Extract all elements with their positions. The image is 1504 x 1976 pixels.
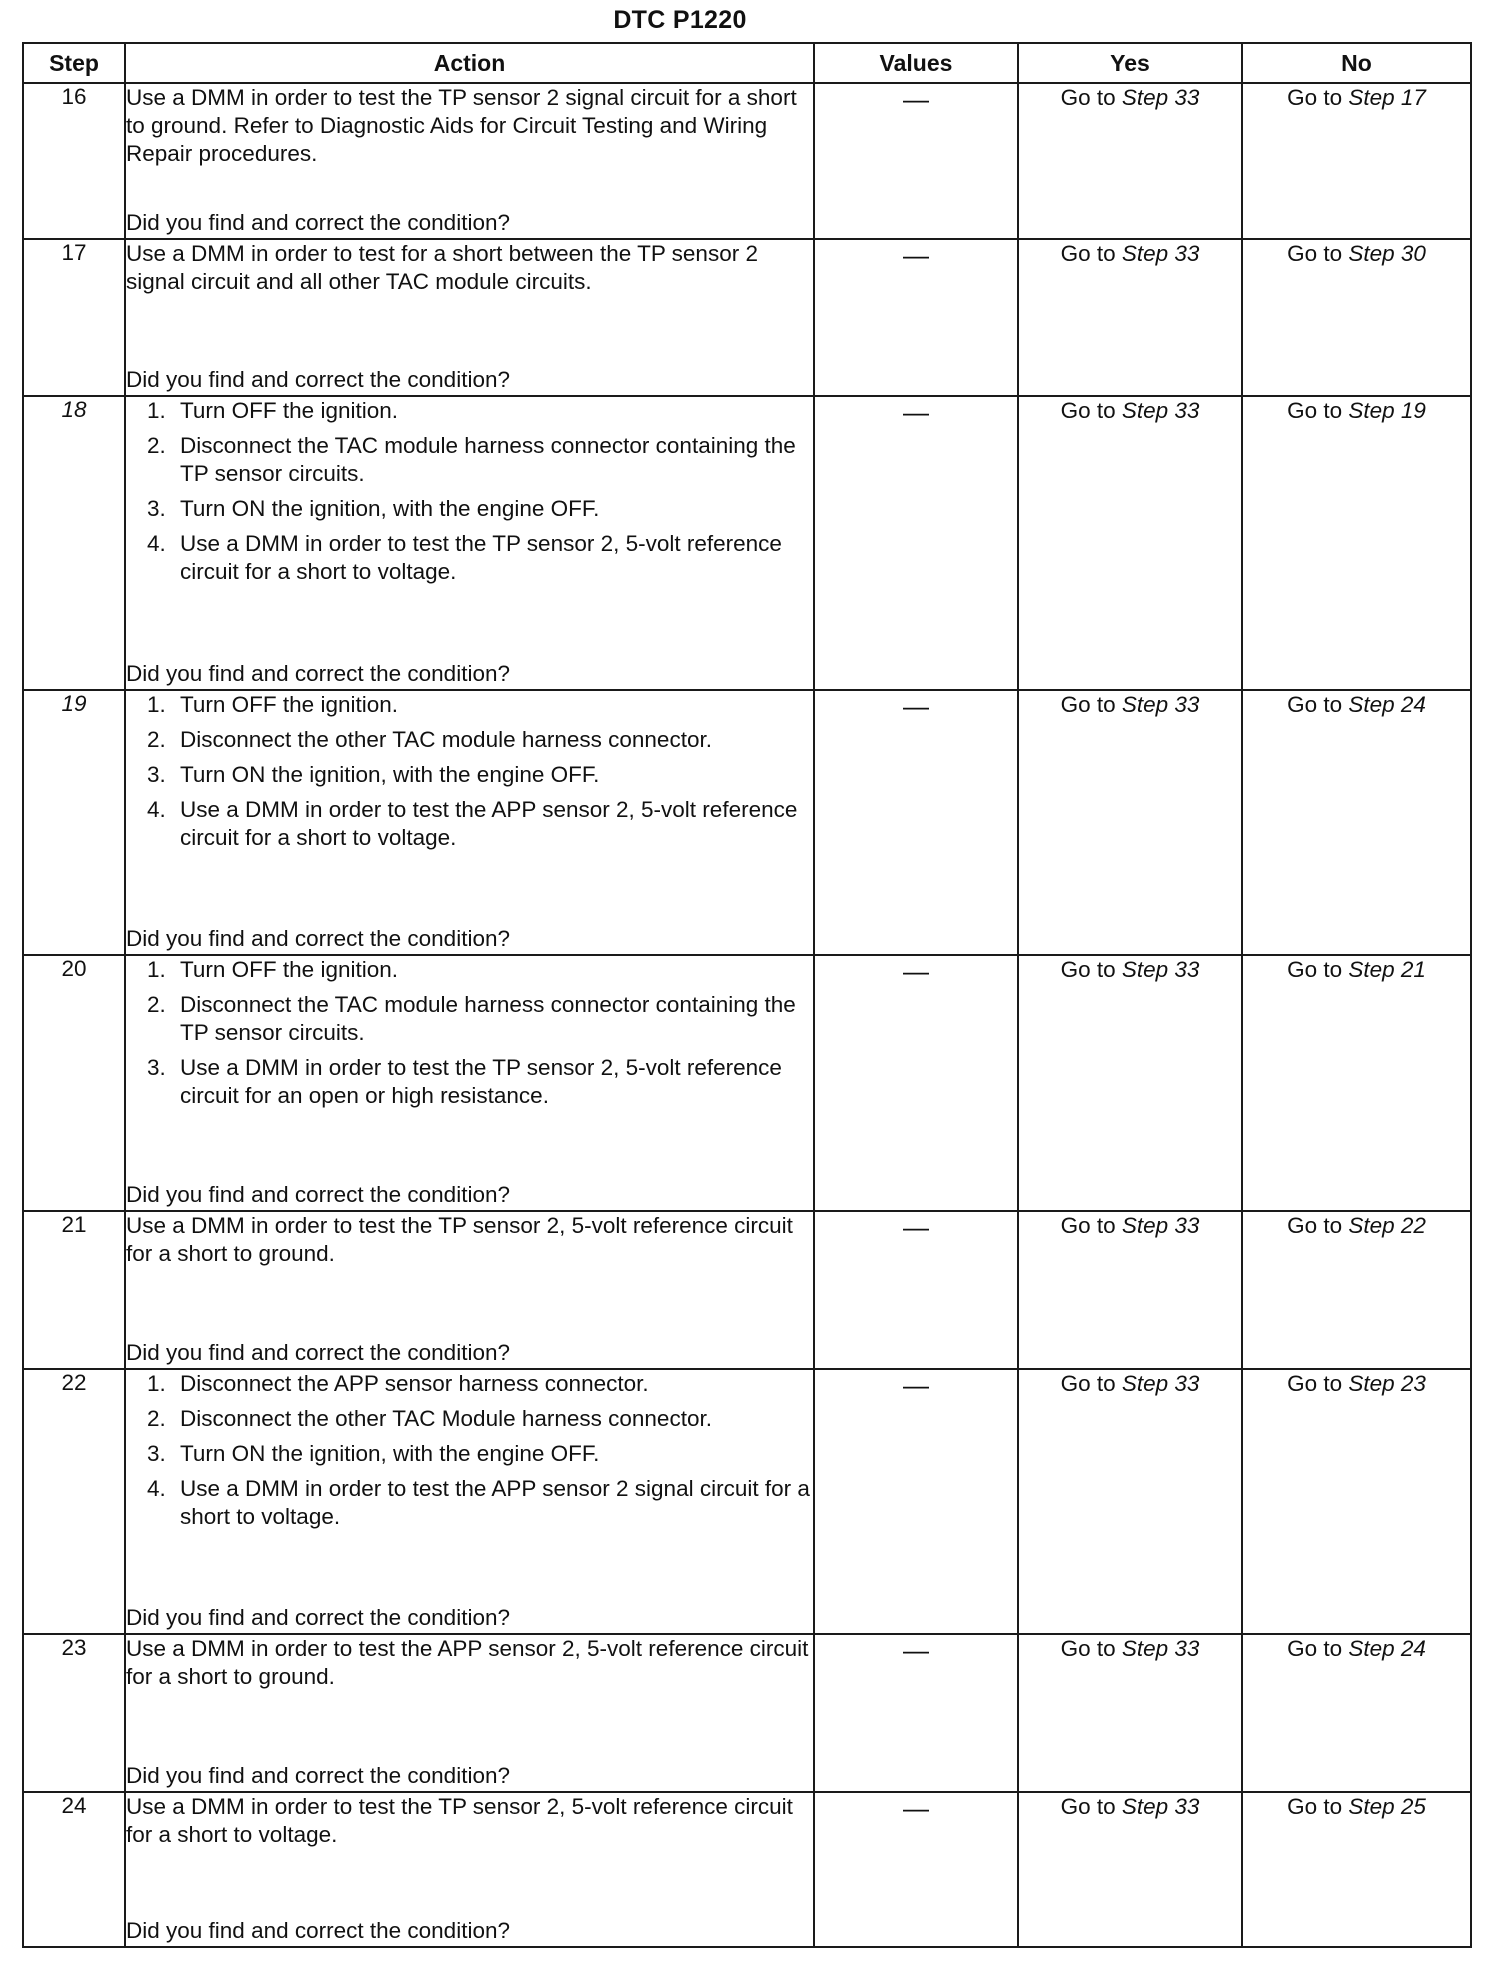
- action-instruction: Use a DMM in order to test the TP sensor 2 signal circuit for a short to ground. Refer to Diagnostic Aids for Circuit Testing and Wiring Repair procedures.: [126, 85, 803, 166]
- action-question: Did you find and correct the condition?: [126, 926, 510, 951]
- step-number: 20: [23, 955, 125, 1211]
- action-question: Did you find and correct the condition?: [126, 1918, 510, 1943]
- go-to-prefix: Go to: [1287, 1636, 1343, 1661]
- table-row: [23, 83, 1471, 239]
- yes-cell: [1018, 1792, 1242, 1947]
- go-to-prefix: Go to: [1060, 398, 1116, 423]
- header-yes: Yes: [1018, 43, 1242, 83]
- header-values: Values: [814, 43, 1018, 83]
- table-row: [23, 239, 1471, 396]
- action-steps-list: [126, 397, 813, 586]
- go-to-prefix: Go to: [1287, 398, 1343, 423]
- go-to-prefix: Go to: [1287, 1371, 1343, 1396]
- yes-step-reference: Step 33: [1121, 692, 1200, 717]
- action-step-item: 1. Turn OFF the ignition.: [172, 691, 813, 719]
- action-instruction: Use a DMM in order to test the TP sensor 2, 5-volt reference circuit for a short to voltage.: [126, 1794, 800, 1847]
- go-to-prefix: Go to: [1287, 85, 1343, 110]
- action-step-item: 1. Turn OFF the ignition.: [172, 956, 813, 984]
- action-cell: [125, 1792, 814, 1947]
- step-number: 21: [23, 1211, 125, 1369]
- no-step-reference: Step 24: [1348, 1636, 1426, 1661]
- table-row: [23, 1369, 1471, 1634]
- go-to-prefix: Go to: [1287, 692, 1343, 717]
- action-cell: [125, 1369, 814, 1634]
- action-instruction: Use a DMM in order to test the APP sensor 2, 5-volt reference circuit for a short to ground.: [126, 1636, 815, 1689]
- go-to-prefix: Go to: [1060, 1371, 1116, 1396]
- go-to-prefix: Go to: [1060, 957, 1116, 982]
- header-no: No: [1242, 43, 1471, 83]
- go-to-prefix: Go to: [1060, 1794, 1116, 1819]
- action-cell: [125, 396, 814, 690]
- no-step-reference: Step 22: [1348, 1213, 1426, 1238]
- action-step-item: 3. Turn ON the ignition, with the engine OFF.: [172, 495, 813, 523]
- action-step-item: 3. Use a DMM in order to test the TP sensor 2, 5-volt reference circuit for an open or high resistance.: [172, 1054, 813, 1110]
- no-step-reference: Step 19: [1348, 398, 1426, 423]
- step-number: 18: [23, 396, 125, 690]
- yes-cell: [1018, 690, 1242, 955]
- action-steps-list: [126, 956, 813, 1110]
- action-question: Did you find and correct the condition?: [126, 661, 510, 686]
- go-to-prefix: Go to: [1287, 957, 1343, 982]
- no-step-reference: Step 25: [1348, 1794, 1426, 1819]
- diagnostic-table: [22, 42, 1472, 1948]
- value-cell: —: [814, 1634, 1018, 1792]
- action-question: Did you find and correct the condition?: [126, 1763, 510, 1788]
- step-number: 16: [23, 83, 125, 239]
- action-content: [126, 956, 813, 1210]
- action-content: [126, 691, 813, 954]
- go-to-prefix: Go to: [1287, 241, 1343, 266]
- action-question: Did you find and correct the condition?: [126, 367, 510, 392]
- value-cell: —: [814, 1792, 1018, 1947]
- action-step-item: 2. Disconnect the TAC module harness connector containing the TP sensor circuits.: [172, 991, 813, 1047]
- step-number: 24: [23, 1792, 125, 1947]
- no-cell: [1242, 1792, 1471, 1947]
- go-to-prefix: Go to: [1060, 1636, 1116, 1661]
- value-cell: —: [814, 690, 1018, 955]
- yes-step-reference: Step 33: [1121, 1213, 1200, 1238]
- no-cell: [1242, 1211, 1471, 1369]
- table-row: [23, 396, 1471, 690]
- value-cell: —: [814, 955, 1018, 1211]
- no-cell: [1242, 1369, 1471, 1634]
- go-to-prefix: Go to: [1060, 1213, 1116, 1238]
- no-cell: [1242, 955, 1471, 1211]
- no-step-reference: Step 23: [1348, 1371, 1426, 1396]
- go-to-prefix: Go to: [1060, 85, 1116, 110]
- action-step-item: 3. Turn ON the ignition, with the engine OFF.: [172, 761, 813, 789]
- action-step-item: 2. Disconnect the other TAC module harness connector.: [172, 726, 813, 754]
- step-number: 17: [23, 239, 125, 396]
- no-step-reference: Step 21: [1348, 957, 1426, 982]
- go-to-prefix: Go to: [1287, 1213, 1343, 1238]
- table-body: [23, 83, 1471, 1947]
- value-cell: —: [814, 83, 1018, 239]
- yes-cell: [1018, 955, 1242, 1211]
- action-content: [126, 84, 813, 238]
- yes-step-reference: Step 33: [1121, 241, 1200, 266]
- action-content: [126, 1635, 813, 1791]
- yes-step-reference: Step 33: [1121, 1636, 1200, 1661]
- document-title: DTC P1220: [613, 6, 747, 34]
- value-cell: —: [814, 239, 1018, 396]
- action-content: [126, 1370, 813, 1633]
- go-to-prefix: Go to: [1060, 241, 1116, 266]
- no-step-reference: Step 30: [1348, 241, 1426, 266]
- action-step-item: 1. Turn OFF the ignition.: [172, 397, 813, 425]
- action-cell: [125, 1211, 814, 1369]
- action-cell: [125, 1634, 814, 1792]
- value-cell: —: [814, 1211, 1018, 1369]
- action-step-item: 3. Turn ON the ignition, with the engine OFF.: [172, 1440, 813, 1468]
- action-step-item: 2. Disconnect the TAC module harness connector containing the TP sensor circuits.: [172, 432, 813, 488]
- table-row: [23, 1792, 1471, 1947]
- no-cell: [1242, 1634, 1471, 1792]
- go-to-prefix: Go to: [1060, 692, 1116, 717]
- action-content: [126, 1212, 813, 1368]
- action-steps-list: [126, 691, 813, 852]
- action-cell: [125, 690, 814, 955]
- value-cell: —: [814, 1369, 1018, 1634]
- yes-cell: [1018, 1634, 1242, 1792]
- yes-step-reference: Step 33: [1121, 85, 1200, 110]
- action-instruction: Use a DMM in order to test the TP sensor 2, 5-volt reference circuit for a short to ground.: [126, 1213, 800, 1266]
- action-cell: [125, 83, 814, 239]
- action-question: Did you find and correct the condition?: [126, 1605, 510, 1630]
- table-row: [23, 690, 1471, 955]
- step-number: 22: [23, 1369, 125, 1634]
- yes-step-reference: Step 33: [1121, 1371, 1200, 1396]
- header-step: Step: [23, 43, 125, 83]
- action-step-item: 4. Use a DMM in order to test the TP sensor 2, 5-volt reference circuit for a short to voltage.: [172, 530, 813, 586]
- action-content: [126, 1793, 813, 1946]
- action-step-item: 1. Disconnect the APP sensor harness connector.: [172, 1370, 813, 1398]
- header-row: [23, 43, 1471, 83]
- yes-cell: [1018, 1369, 1242, 1634]
- yes-cell: [1018, 396, 1242, 690]
- action-content: [126, 240, 813, 395]
- action-question: Did you find and correct the condition?: [126, 210, 510, 235]
- no-step-reference: Step 17: [1348, 85, 1426, 110]
- step-number: 23: [23, 1634, 125, 1792]
- no-cell: [1242, 396, 1471, 690]
- action-step-item: 4. Use a DMM in order to test the APP sensor 2, 5-volt reference circuit for a short to voltage.: [172, 796, 813, 852]
- yes-step-reference: Step 33: [1121, 957, 1200, 982]
- action-steps-list: [126, 1370, 813, 1531]
- yes-step-reference: Step 33: [1121, 398, 1200, 423]
- yes-cell: [1018, 1211, 1242, 1369]
- table-row: [23, 955, 1471, 1211]
- action-instruction: Use a DMM in order to test for a short between the TP sensor 2 signal circuit and all other TAC module circuits.: [126, 241, 765, 294]
- action-question: Did you find and correct the condition?: [126, 1182, 510, 1207]
- no-cell: [1242, 83, 1471, 239]
- action-question: Did you find and correct the condition?: [126, 1340, 510, 1365]
- action-step-item: 4. Use a DMM in order to test the APP sensor 2 signal circuit for a short to voltage.: [172, 1475, 813, 1531]
- no-step-reference: Step 24: [1348, 692, 1426, 717]
- step-number: 19: [23, 690, 125, 955]
- action-step-item: 2. Disconnect the other TAC Module harness connector.: [172, 1405, 813, 1433]
- no-cell: [1242, 690, 1471, 955]
- action-content: [126, 397, 813, 689]
- action-cell: [125, 955, 814, 1211]
- go-to-prefix: Go to: [1287, 1794, 1343, 1819]
- value-cell: —: [814, 396, 1018, 690]
- action-cell: [125, 239, 814, 396]
- yes-cell: [1018, 83, 1242, 239]
- no-cell: [1242, 239, 1471, 396]
- table-row: [23, 1634, 1471, 1792]
- table-row: [23, 1211, 1471, 1369]
- yes-step-reference: Step 33: [1121, 1794, 1200, 1819]
- header-action: Action: [125, 43, 814, 83]
- yes-cell: [1018, 239, 1242, 396]
